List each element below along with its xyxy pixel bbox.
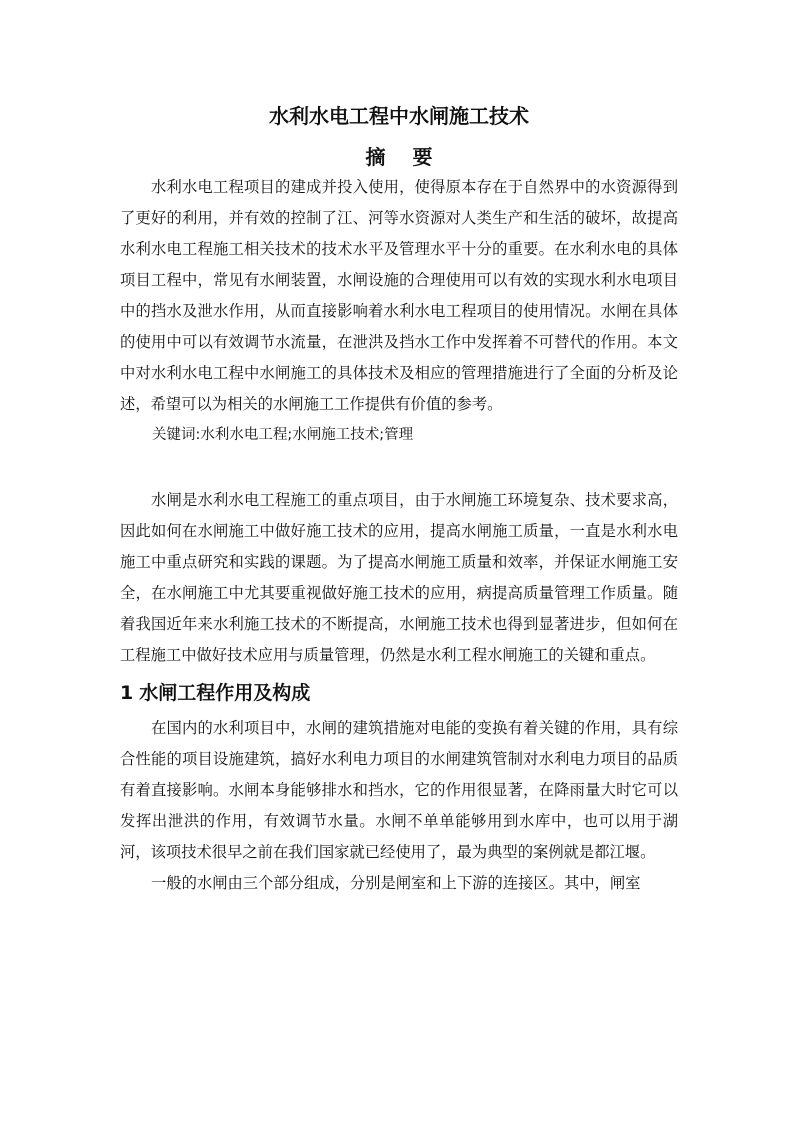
section-1-title: 水闸工程作用及构成 [139,682,311,704]
abstract-paragraph: 水利水电工程项目的建成并投入使用，使得原本存在于自然界中的水资源得到了更好的利用，并有效的控制了江、河等水资源对人类生产和生活的破坏，故提高水利水电工程施工相关技术的技术水平及管理水平十分的重要。在水利水电的具体项目工程中，常见有水闸装置，水闸设施的合理使用可以有效的实现水利水电项目中的挡水及泄水作用，从而直接影响着水利水电工程项目的使用情况。水闸在具体的使用中可以有效调节水流量，在泄洪及挡水工作中发挥着不可替代的作用。本文中对水利水电工程中水闸施工的具体技术及相应的管理措施进行了全面的分析及论述，希望可以为相关的水闸施工工作提供有价值的参考。 [120,178,678,413]
keywords-line: 关键词:水利水电工程;水闸施工技术;管理 [152,427,414,443]
document-title: 水利水电工程中水闸施工技术 [269,104,529,128]
section-1-paragraph-2: 一般的水闸由三个部分组成，分别是闸室和上下游的连接区。其中，闸室 [151,874,641,892]
section-1-number: 1 [120,682,134,704]
spacer [120,451,678,485]
document-content [120,100,678,899]
abstract-heading: 摘 要 [365,145,443,169]
section-1-paragraph-1: 在国内的水利项目中，水闸的建筑措施对电能的变换有着关键的作用，具有综合性能的项目设施建筑，搞好水利电力项目的水闸建筑管制对水利电力项目的品质有着直接影响。水闸本身能够排水和挡水，它的作用很显著，在降雨量大时它可以发挥出泄洪的作用，有效调节水量。水闸不单单能够用到水库中，也可以用于湖河，该项技术很早之前在我们国家就已经使用了，最为典型的案例就是都江堰。 [120,719,678,861]
section-1-heading [120,675,678,711]
intro-paragraph: 水闸是水利水电工程施工的重点项目，由于水闸施工环境复杂、技术要求高，因此如何在水闸施工中做好施工技术的应用，提高水闸施工质量，一直是水利水电施工中重点研究和实践的课题。为了提高水闸施工质量和效率，并保证水闸施工安全，在水闸施工中尤其要重视做好施工技术的应用，病提高质量管理工作质量。随着我国近年来水利施工技术的不断提高，水闸施工技术也得到显著进步，但如何在工程施工中做好技术应用与质量管理，仍然是水利工程水闸施工的关键和重点。 [120,491,678,664]
